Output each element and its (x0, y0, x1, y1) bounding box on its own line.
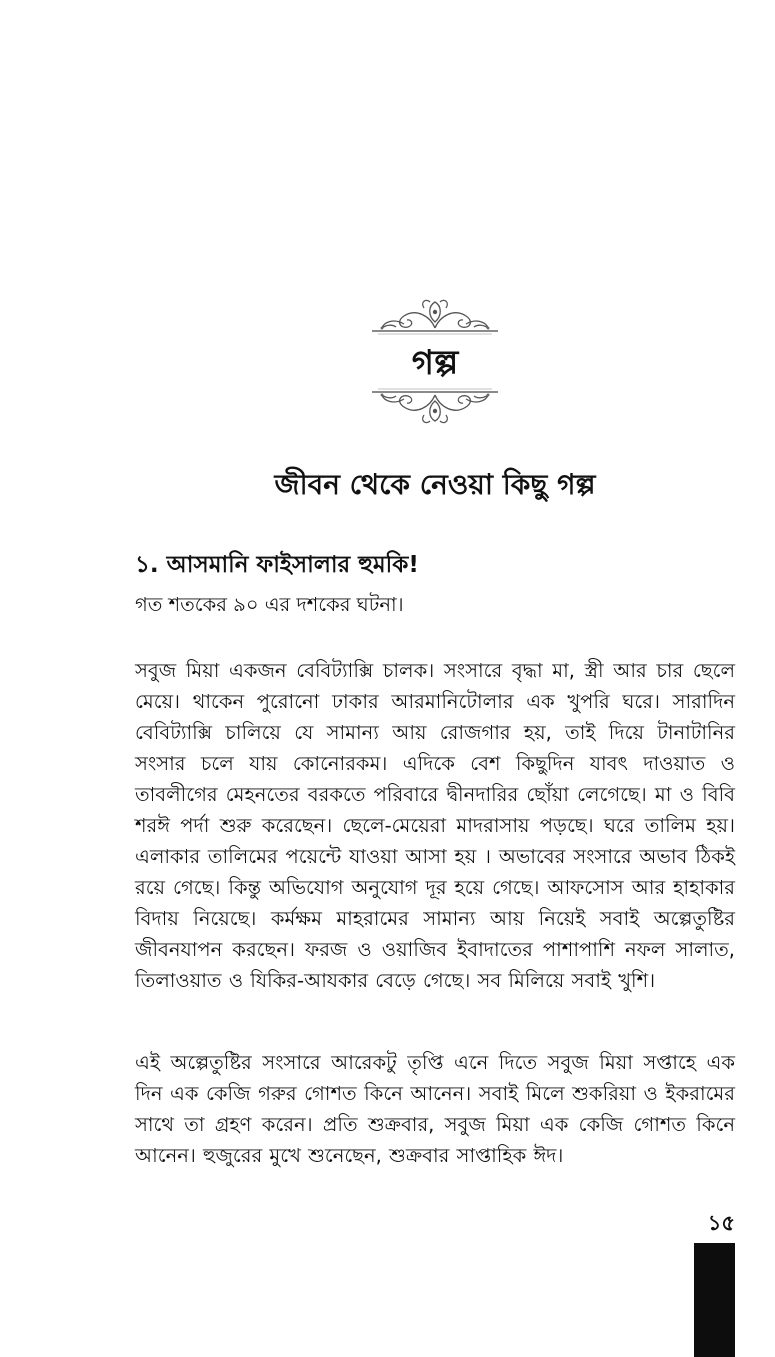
story-heading: ১. আসমানি ফাইসালার হুমকি! (135, 552, 419, 578)
section-title: জীবন থেকে নেওয়া কিছু গল্প (274, 468, 596, 501)
chapter-title: গল্প (411, 343, 459, 383)
body-paragraph: এই অল্পেতুষ্টির সংসারে আরেকটু তৃপ্তি এনে দিতে সবুজ মিয়া সপ্তাহে এক দিন এক কেজি গরুর গোশত কিনে আনেন। সবাই মিলে শুকরিয়া ও ইকরামের সাথে তা গ্রহণ করেন। প্রতি শুক্রবার, সবুজ মিয়া এক কেজি গোশত কিনে আনেন। হুজুরের মুখে শুনেছেন, শুক্রবার সাপ্তাহিক ঈদ। (135, 1050, 735, 1167)
bottom-ornament-icon (368, 385, 502, 429)
story-intro: গত শতকের ৯০ এর দশকের ঘটনা। (135, 593, 404, 616)
body-paragraph: সবুজ মিয়া একজন বেবিট্যাক্সি চালক। সংসারে বৃদ্ধা মা, স্ত্রী আর চার ছেলে মেয়ে। থাকেন পুরোনো ঢাকার আরমানিটোলার এক খুপরি ঘরে। সারাদিন বেবিট্যাক্সি চালিয়ে যে সামান্য আয় রোজগার হয়, তাই দিয়ে টানাটানির সংসার চলে যায় কোনোরকম। এদিকে বেশ কিছুদিন যাবৎ দাওয়াত ও তাবলীগের মেহনতের বরকতে পরিবারে দ্বীনদারির ছোঁয়া লেগেছে। মা ও বিবি শরঈ পর্দা শুরু করেছেন। ছেলে-মেয়েরা মাদরাসায় পড়ছে। ঘরে তালিম হয়। এলাকার তালিমের পয়েন্টে যাওয়া আসা হয় । অভাবের সংসারে অভাব ঠিকই রয়ে গেছে। কিন্তু অভিযোগ অনুযোগ দূর হয়ে গেছে। আফসোস আর হাহাকার বিদায় নিয়েছে। কর্মক্ষম মাহরামের সামান্য আয় নিয়েই সবাই অল্পেতুষ্টির জীবনযাপন করছেন। ফরজ ও ওয়াজিব ইবাদাতের পাশাপাশি নফল সালাত, তিলাওয়াত ও যিকির-আযকার বেড়ে গেছে। সব মিলিয়ে সবাই খুশি। (135, 658, 735, 992)
page-number: ১৫ (707, 1211, 735, 1235)
top-ornament-icon (368, 294, 502, 338)
thumb-index-tab (694, 1243, 735, 1357)
